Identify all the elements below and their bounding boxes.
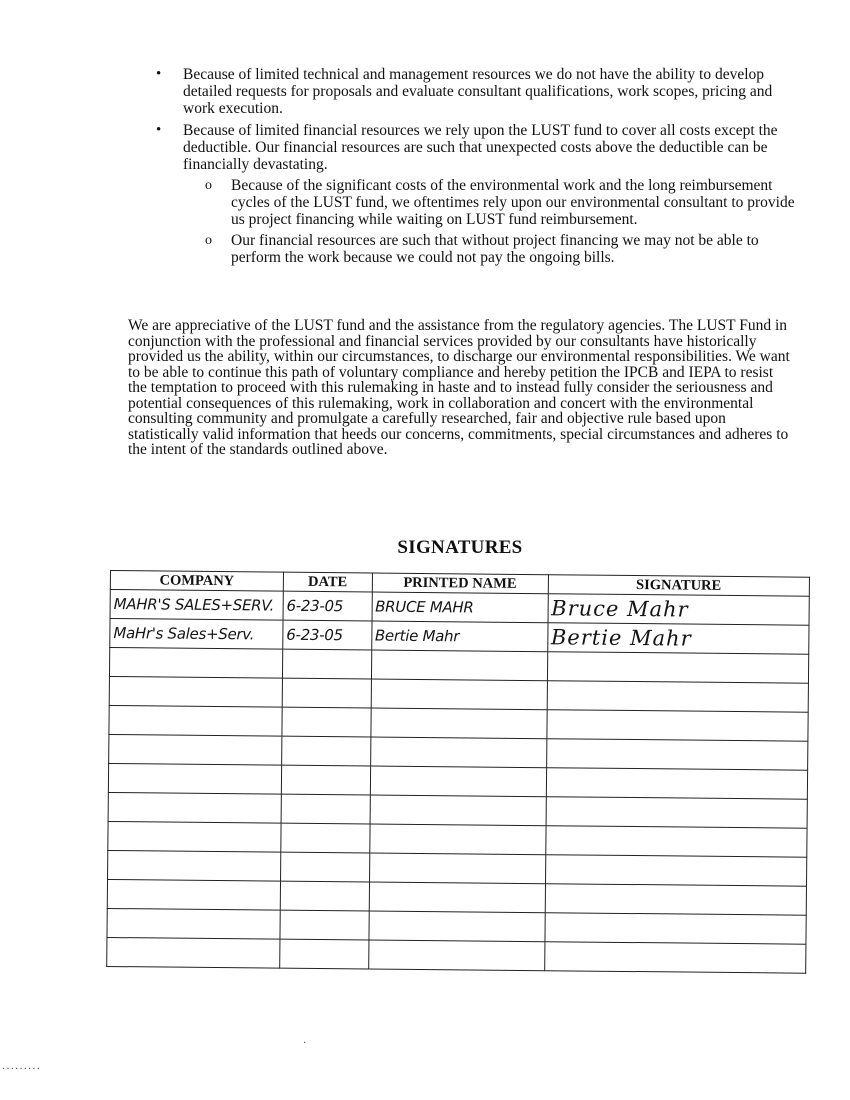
signature-cell xyxy=(545,855,807,887)
signature-cell xyxy=(546,797,808,829)
column-header-printed-name: PRINTED NAME xyxy=(372,573,548,594)
printed-name-cell xyxy=(370,737,546,768)
printed-name-cell: BRUCE MAHR xyxy=(372,592,548,623)
date-cell xyxy=(281,765,370,795)
sub-bullet-text: Because of the significant costs of the environmental work and the long reimbursement cycles of the LUST fund, we oftentimes rely upon our environmental consultant to provide us project financing while waiting on LUST fund reimbursement. xyxy=(231,177,795,228)
scan-speck: ········· xyxy=(2,1064,41,1075)
company-cell xyxy=(107,937,280,968)
column-header-company: COMPANY xyxy=(110,571,283,592)
scan-speck: · xyxy=(303,1038,307,1049)
signature-cell xyxy=(545,913,807,945)
date-cell xyxy=(281,794,370,824)
bullet-dot-icon: • xyxy=(156,122,162,138)
company-cell xyxy=(109,648,282,679)
signature-cell xyxy=(547,652,809,684)
signature-table xyxy=(106,570,810,974)
signature-cell xyxy=(547,681,809,713)
sub-bullet-text: Our financial resources are such that without project financing we may not be able to perform the work because we could not pay the ongoing bills. xyxy=(231,232,759,266)
date-cell xyxy=(281,823,370,853)
date-cell xyxy=(282,678,371,708)
signature-cell xyxy=(546,768,808,800)
company-cell: MaHr's Sales+Serv. xyxy=(110,619,283,650)
printed-name-cell xyxy=(369,853,545,884)
date-cell xyxy=(280,881,369,911)
company-cell: MAHR'S SALES+SERV. xyxy=(110,590,283,621)
company-cell xyxy=(109,734,282,765)
printed-name-cell xyxy=(370,708,546,739)
company-cell xyxy=(109,676,282,707)
sub-bullet-item xyxy=(183,232,800,266)
company-cell xyxy=(107,879,280,910)
bullet-text: Because of limited financial resources we rely upon the LUST fund to cover all costs except the deductible. Our financial resources are such that unexpected costs above the deductible can be financially devastating. xyxy=(183,122,778,173)
table-row xyxy=(107,937,806,973)
date-cell: 6-23-05 xyxy=(283,591,372,621)
signature-cell xyxy=(544,942,806,974)
company-cell xyxy=(108,850,281,881)
company-cell xyxy=(108,821,281,852)
bullet-ring-icon: o xyxy=(205,178,212,193)
printed-name-cell xyxy=(371,679,547,710)
signature-cell: Bertie Mahr xyxy=(547,623,809,655)
date-cell xyxy=(280,852,369,882)
bullet-text: Because of limited technical and management resources we do not have the ability to develop detailed requests for proposals and evaluate consultant qualifications, work scopes, pricing and work execution. xyxy=(183,66,773,117)
signatures-heading: SIGNATURES xyxy=(397,537,523,558)
column-header-signature: SIGNATURE xyxy=(548,575,810,597)
printed-name-cell xyxy=(370,766,546,797)
bullet-item xyxy=(150,122,800,266)
date-cell xyxy=(280,939,369,969)
body-paragraph: We are appreciative of the LUST fund and the assistance from the regulatory agencies. The LUST Fund in conjunction with the professional and financial services provided by our consultants have historically provided us the ability, within our circumstances, to discharge our environmental responsibilities. We want to be able to continue this path of voluntary compliance and hereby petition the IPCB and IEPA to resist the temptation to proceed with this rulemaking in haste and to instead fully consider the seriousness and potential consequences of this rulemaking, work in collaboration and concert with the environmental consulting community and promulgate a carefully researched, fair and objective rule based upon statistically valid information that heeds our concerns, commitments, special circumstances and adheres to the intent of the standards outlined above. xyxy=(128,317,790,458)
printed-name-cell xyxy=(368,940,544,971)
printed-name-cell xyxy=(369,911,545,942)
company-cell xyxy=(108,763,281,794)
company-cell xyxy=(109,705,282,736)
signature-cell xyxy=(545,826,807,858)
bullet-ring-icon: o xyxy=(205,233,212,248)
bullet-item xyxy=(150,66,800,117)
bullet-dot-icon: • xyxy=(156,66,162,82)
date-cell xyxy=(282,736,371,766)
date-cell: 6-23-05 xyxy=(283,620,372,650)
signature-cell xyxy=(545,884,807,916)
column-header-date: DATE xyxy=(283,572,372,592)
signature-cell xyxy=(546,739,808,771)
company-cell xyxy=(107,908,280,939)
sub-bullet-item xyxy=(183,177,800,228)
signature-cell xyxy=(546,710,808,742)
printed-name-cell xyxy=(369,824,545,855)
printed-name-cell xyxy=(371,650,547,681)
date-cell xyxy=(282,649,371,679)
sub-bullet-list xyxy=(183,177,800,266)
printed-name-cell: Bertie Mahr xyxy=(371,621,547,652)
signature-cell: Bruce Mahr xyxy=(548,594,810,626)
printed-name-cell xyxy=(370,795,546,826)
date-cell xyxy=(282,707,371,737)
printed-name-cell xyxy=(369,882,545,913)
date-cell xyxy=(280,910,369,940)
bullet-list xyxy=(150,66,800,271)
company-cell xyxy=(108,792,281,823)
